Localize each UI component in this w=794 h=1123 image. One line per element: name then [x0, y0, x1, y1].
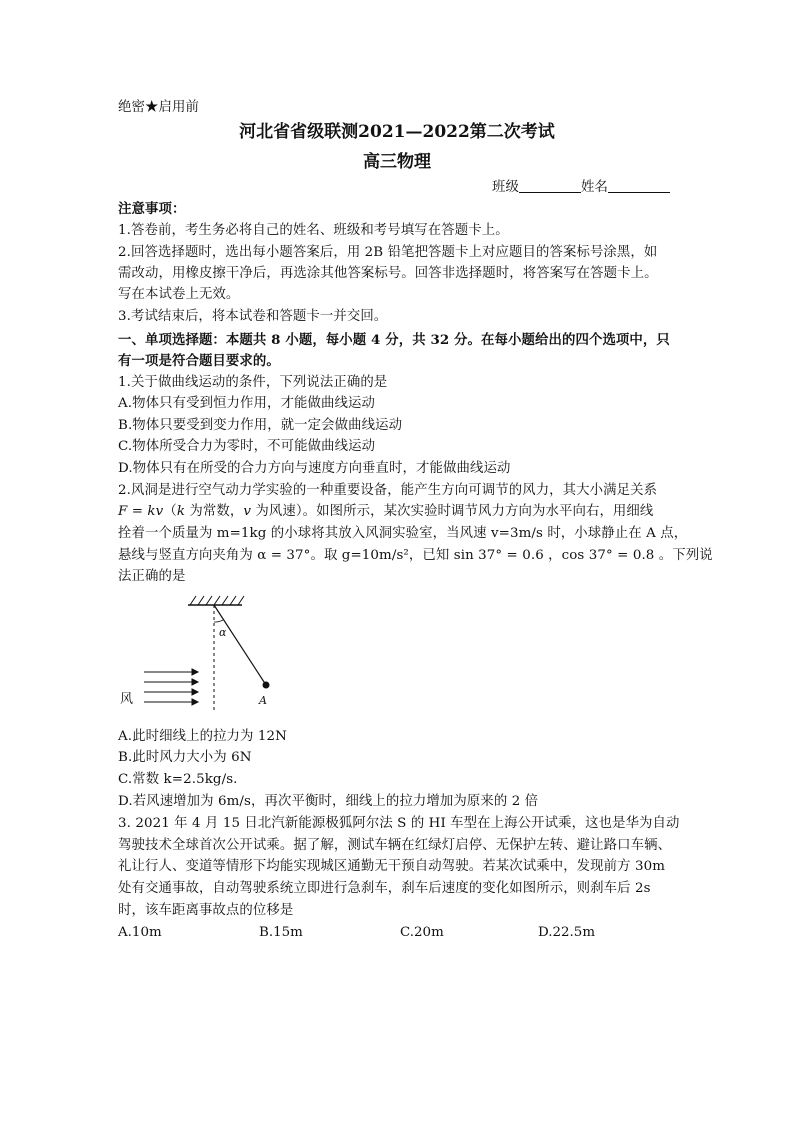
q2-text: 为常数， [185, 504, 244, 519]
q2-option-b: B.此时风力大小为 6N [118, 750, 252, 765]
class-label: 班级 [492, 180, 519, 195]
q2-stem-line: 2.风洞是进行空气动力学实验的一种重要设备，能产生方向可调节的风力，其大小满足关系 [118, 483, 658, 498]
notes-heading: 注意事项： [118, 201, 186, 217]
ball [263, 682, 270, 689]
q1-option-d: D.物体只有在所受的合力方向与速度方向垂直时，才能做曲线运动 [118, 461, 511, 476]
q1-stem: 1.关于做曲线运动的条件，下列说法正确的是 [118, 375, 388, 390]
class-name-fields [492, 178, 670, 198]
q2-stem-line: 拴着一个质量为 m=1kg 的小球将其放入风洞实验室，当风速 v=3m/s 时，小球静止在 A 点， [118, 526, 688, 541]
note-line: 2.回答选择题时，选出每小题答案后，用 2B 铅笔把答题卡上对应题目的答案标号涂黑，如 [118, 245, 658, 260]
q2-option-c: C.常数 k=2.5kg/s. [118, 772, 238, 787]
note-line: 3.考试结束后，将本试卷和答题卡一并交回。 [118, 309, 388, 324]
q2-text: （ [163, 504, 177, 519]
formula-f-kv: F = kv [118, 504, 164, 519]
confidential-label: 绝密★启用前 [118, 100, 199, 115]
q3-stem-line: 时，该车距离事故点的位移是 [118, 903, 294, 918]
q2-text: 为风速）。如图所示，某次实验时调节风力方向为水平向右，用细线 [251, 504, 654, 519]
q1-option-c: C.物体所受合力为零时，不可能做曲线运动 [118, 439, 376, 454]
name-blank[interactable] [608, 178, 670, 193]
note-line: 写在本试卷上无效。 [118, 287, 240, 302]
q2-stem-line: 悬线与竖直方向夹角为 α = 37°。取 g=10m/s²，已知 sin 37° = 0.6 ，cos 37° = 0.8 。下列说 [118, 548, 713, 563]
q3-stem-line: 驾驶技术全球首次公开试乘。据了解，测试车辆在红绿灯启停、无保护左转、避让路口车辆、 [118, 838, 672, 853]
exam-title: 河北省省级联测2021—2022第二次考试 [239, 122, 555, 142]
angle-label: α [219, 626, 227, 639]
q1-option-a: A.物体只有受到恒力作用，才能做曲线运动 [118, 396, 375, 411]
name-label: 姓名 [580, 180, 608, 195]
q2-stem-line [118, 502, 653, 522]
class-blank[interactable] [519, 178, 581, 193]
q3-stem-line: 礼让行人、变道等情形下均能实现城区通勤无干预自动驾驶。若某次试乘中，发现前方 30m [118, 859, 666, 874]
exam-subtitle: 高三物理 [363, 152, 431, 172]
section-heading: 一、单项选择题：本题共 8 小题，每小题 4 分，共 32 分。在每小题给出的四个选项中，只 [118, 332, 670, 348]
q3-option-b: B.15m [259, 925, 303, 940]
point-label: A [259, 694, 267, 707]
q3-stem-line: 3. 2021 年 4 月 15 日北汽新能源极狐阿尔法 S 的 HI 车型在上海公开试乘，这也是华为自动 [118, 816, 680, 831]
q3-option-a: A.10m [118, 925, 162, 940]
wind-arrows [144, 669, 198, 705]
wind-tunnel-figure [118, 592, 288, 712]
section-heading-cont: 有一项是符合题目要求的。 [118, 353, 280, 369]
q2-stem-line: 法正确的是 [118, 569, 186, 584]
string-line [214, 605, 266, 685]
angle-arc [214, 620, 223, 622]
q2-option-a: A.此时细线上的拉力为 12N [118, 729, 287, 744]
ceiling-hatch [190, 596, 244, 605]
q3-option-d: D.22.5m [538, 925, 596, 940]
q2-option-d: D.若风速增加为 6m/s，再次平衡时，细线上的拉力增加为原来的 2 倍 [118, 794, 539, 809]
note-line: 1.答卷前，考生务必将自己的姓名、班级和考号填写在答题卡上。 [118, 223, 509, 238]
var-k: k [176, 504, 186, 519]
var-v: v [243, 504, 252, 519]
note-line: 需改动，用橡皮擦干净后，再选涂其他答案标号。回答非选择题时，将答案写在答题卡上。 [118, 266, 658, 281]
wind-label: 风 [120, 692, 134, 707]
q3-stem-line: 处有交通事故，自动驾驶系统立即进行急刹车，刹车后速度的变化如图所示，则刹车后 2s [118, 881, 651, 896]
q3-option-c: C.20m [400, 925, 444, 940]
q1-option-b: B.物体只要受到变力作用，就一定会做曲线运动 [118, 418, 403, 433]
